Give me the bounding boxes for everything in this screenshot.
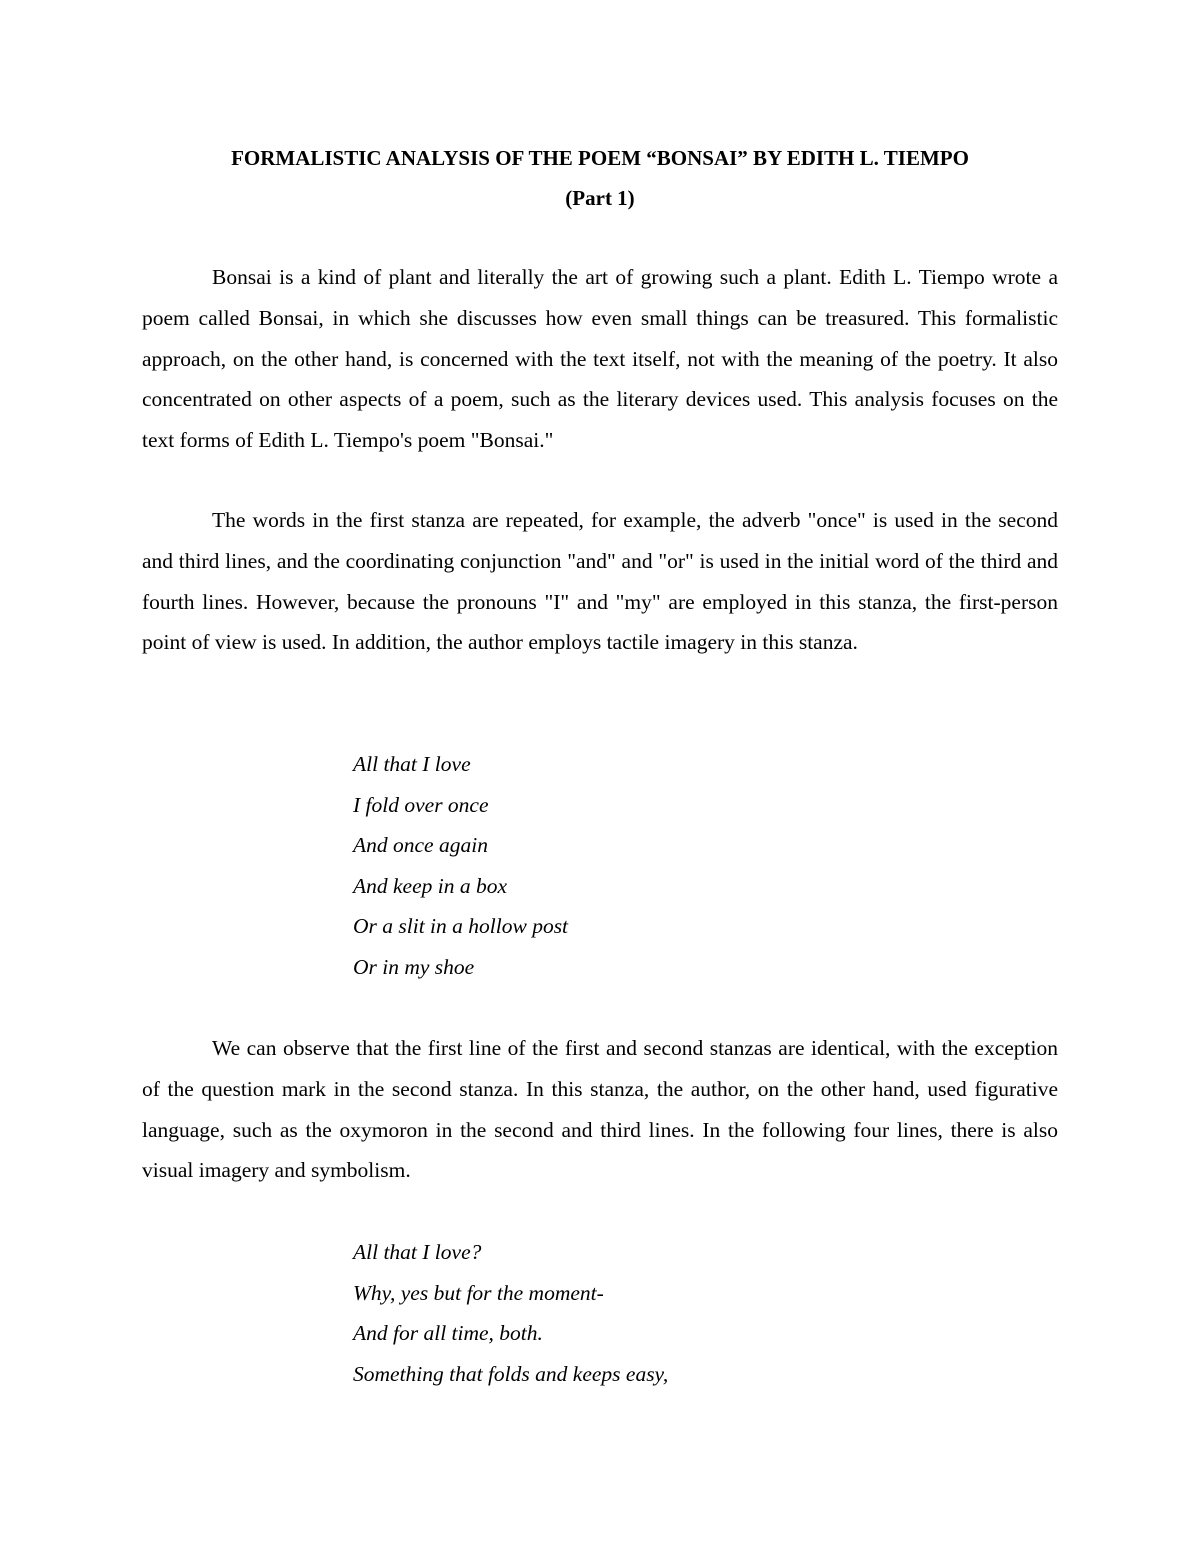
paragraph-text: The words in the first stanza are repeated, for example, the adverb "once" is used in the second and third lines, and the coordinating conjunction "and" and "or" is used in the initial word of the third and fourth lines. However, because the pronouns "I" and "my" are employed in this stanza, the first-person point of view is used. In addition, the author employs tactile imagery in this stanza. (142, 508, 1058, 655)
poem-line: All that I love? (353, 1240, 482, 1264)
poem-line: Why, yes but for the moment- (353, 1280, 604, 1305)
poem-line: All that I love (353, 752, 471, 776)
paragraph-text: Bonsai is a kind of plant and literally the art of growing such a plant. Edith L. Tiempo wrote a poem called Bonsai, in which she discusses how even small things can be treasured. This formalistic approach, on the other hand, is concerned with the text itself, not with the meaning of the poetry. It also concentrated on other aspects of a poem, such as the literary devices used. This analysis focuses on the text forms of Edith L. Tiempo's poem "Bonsai." (142, 265, 1058, 453)
paragraph-text: We can observe that the first line of the first and second stanzas are identical, with the exception of the question mark in the second stanza. In this stanza, the author, on the other hand, used figurative language, such as the oxymoron in the second and third lines. In the following four lines, there is also visual imagery and symbolism. (142, 1036, 1058, 1183)
poem-line: And for all time, both. (353, 1321, 543, 1346)
poem-stanza-2 (353, 1232, 953, 1394)
paragraph-second-stanza-analysis (142, 1028, 1058, 1191)
poem-line: Or a slit in a hollow post (353, 914, 569, 939)
poem-line: Something that folds and keeps easy, (353, 1361, 669, 1386)
poem-line: I fold over once (353, 792, 489, 817)
poem-stanza-1 (353, 744, 953, 988)
poem-line: And once again (353, 833, 488, 858)
paragraph-intro (142, 257, 1058, 461)
poem-line: And keep in a box (353, 873, 508, 898)
paragraph-first-stanza-analysis (142, 500, 1058, 663)
poem-line: Or in my shoe (353, 954, 475, 979)
document-subtitle: (Part 1) (565, 186, 635, 210)
document-title: FORMALISTIC ANALYSIS OF THE POEM “BONSAI” BY EDITH L. TIEMPO (231, 146, 969, 170)
